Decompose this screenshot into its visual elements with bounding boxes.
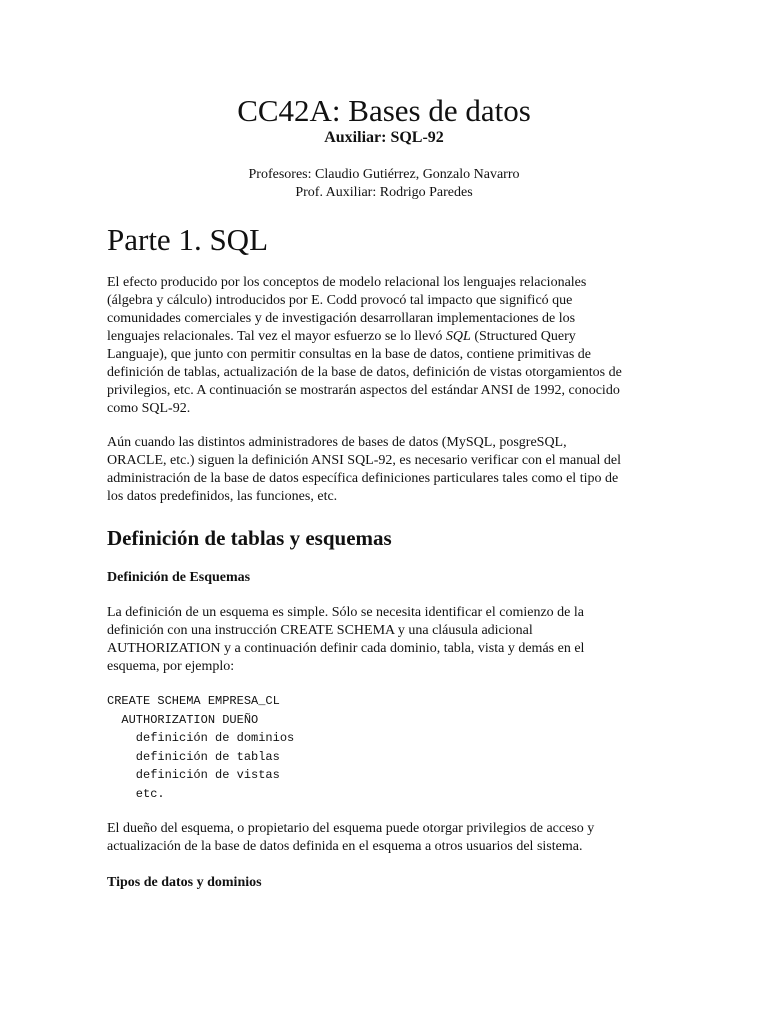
text-line: ORACLE, etc.) siguen la definición ANSI SQL-92, es necesario verificar con el manual del — [107, 453, 621, 468]
text-line: como SQL-92. — [107, 401, 191, 416]
code-line: AUTHORIZATION DUEÑO — [107, 712, 259, 727]
text-line: Aún cuando las distintos administradores de bases de datos (MySQL, posgreSQL, — [107, 435, 567, 450]
assistant-line: Prof. Auxiliar: Rodrigo Paredes — [295, 185, 473, 200]
schemas-paragraph — [107, 604, 667, 676]
intro-paragraph — [107, 274, 667, 418]
document-title: CC42A: Bases de datos — [237, 93, 531, 128]
text-line: El efecto producido por los conceptos de modelo relacional los lenguajes relacionales — [107, 275, 587, 290]
text-line: Languaje), que junto con permitir consultas en la base de datos, contiene primitivas de — [107, 347, 592, 362]
types-subheading: Tipos de datos y dominios — [107, 875, 262, 890]
tables-section-heading: Definición de tablas y esquemas — [107, 526, 392, 550]
text-line: los datos predefinidos, las funciones, etc. — [107, 489, 338, 504]
code-line: etc. — [107, 786, 165, 801]
text-line: actualización de la base de datos definida en el esquema a otros usuarios del sistema. — [107, 839, 583, 854]
dbms-paragraph — [107, 434, 667, 506]
professors-line: Profesores: Claudio Gutiérrez, Gonzalo Navarro — [248, 167, 520, 182]
text-segment: (Structured Query — [470, 329, 576, 344]
document-subtitle: Auxiliar: SQL-92 — [324, 129, 444, 146]
text-line: (álgebra y cálculo) introducidos por E. Codd provocó tal impacto que significó que — [107, 293, 573, 308]
text-line: privilegios, etc. A continuación se mostrarán aspectos del estándar ANSI de 1992, conocido — [107, 383, 620, 398]
code-line: definición de dominios — [107, 731, 295, 745]
part1-heading: Parte 1. SQL — [107, 222, 269, 257]
text-line: esquema, por ejemplo: — [107, 659, 235, 674]
text-line: AUTHORIZATION y a continuación definir cada dominio, tabla, vista y demás en el — [107, 641, 585, 656]
text-line: definición de tablas, actualización de la base de datos, definición de vistas otorgamientos de — [107, 365, 622, 380]
text-line: El dueño del esquema, o propietario del esquema puede otorgar privilegios de acceso y — [107, 821, 595, 836]
text-line: La definición de un esquema es simple. Sólo se necesita identificar el comienzo de la — [107, 605, 584, 620]
code-line: definición de vistas — [107, 768, 280, 782]
text-line: administración de la base de datos específica definiciones particulares tales como el tipo de — [107, 471, 619, 486]
code-line: CREATE SCHEMA EMPRESA_CL — [107, 694, 280, 708]
schema-owner-paragraph — [107, 820, 667, 856]
schemas-subheading: Definición de Esquemas — [107, 570, 251, 585]
sql-emphasis: SQL — [445, 329, 471, 344]
text-line: definición con una instrucción CREATE SCHEMA y una cláusula adicional — [107, 623, 533, 638]
code-line: definición de tablas — [107, 749, 280, 764]
text-line — [107, 328, 667, 346]
text-line: comunidades comerciales y de investigación desarrollaran implementaciones de los — [107, 311, 576, 326]
text-segment: lenguajes relacionales. Tal vez el mayor esfuerzo se lo llevó — [107, 329, 446, 344]
create-schema-code-block — [107, 692, 294, 803]
